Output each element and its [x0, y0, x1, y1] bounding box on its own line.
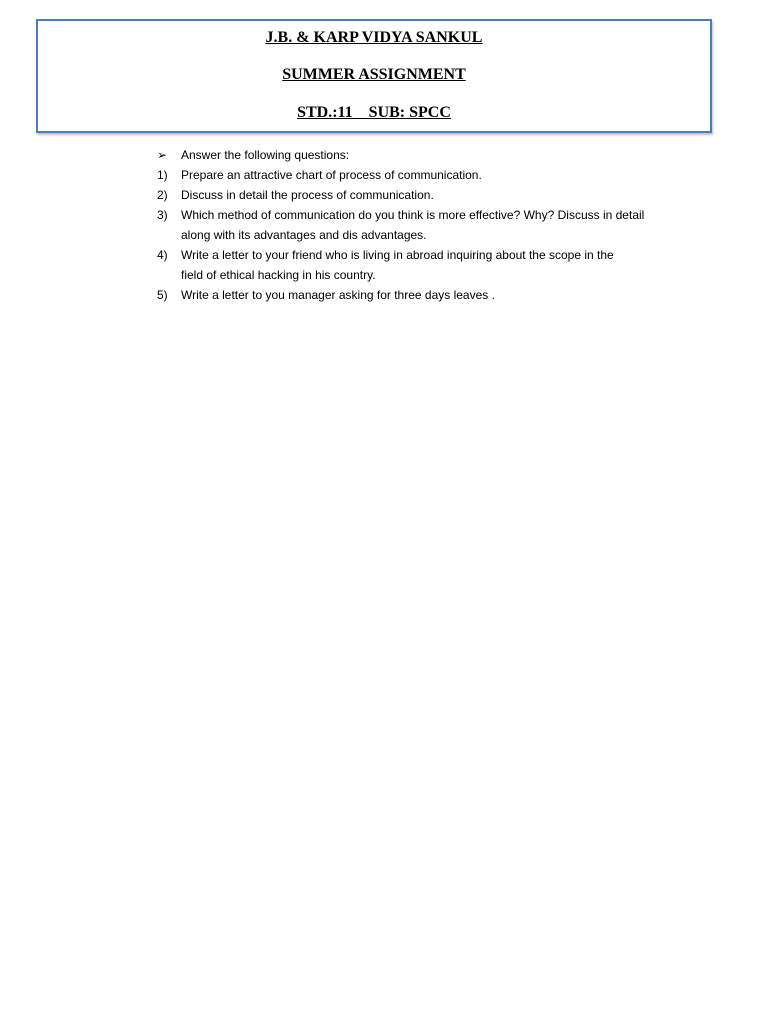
question-number: 4)	[157, 248, 168, 262]
question-item	[157, 285, 697, 305]
question-item	[157, 185, 697, 205]
intro-text: Answer the following questions:	[181, 148, 350, 162]
header-box	[36, 19, 712, 133]
intro-row	[157, 145, 697, 165]
question-line: Discuss in detail the process of communication.	[181, 188, 434, 202]
question-text	[181, 165, 697, 185]
question-line: field of ethical hacking in his country.	[181, 268, 376, 282]
standard-subject: STD.:11 SUB: SPCC	[297, 104, 451, 121]
assignment-title: SUMMER ASSIGNMENT	[282, 66, 466, 83]
question-number: 5)	[157, 288, 168, 302]
question-number: 1)	[157, 168, 168, 182]
question-text	[181, 245, 697, 285]
question-line: Prepare an attractive chart of process of communication.	[181, 168, 482, 182]
question-number: 2)	[157, 188, 168, 202]
question-text	[181, 205, 697, 245]
question-text	[181, 185, 697, 205]
question-line: Write a letter to your friend who is living in abroad inquiring about the scope in the	[181, 248, 614, 262]
question-item	[157, 245, 697, 285]
question-text	[181, 285, 697, 305]
question-item	[157, 205, 697, 245]
question-list	[157, 145, 697, 305]
question-item	[157, 165, 697, 185]
question-line: Which method of communication do you think is more effective? Why? Discuss in detail	[181, 208, 645, 222]
school-name: J.B. & KARP VIDYA SANKUL	[265, 29, 483, 46]
arrow-bullet-icon: ➢	[157, 148, 168, 162]
question-line: along with its advantages and dis advantages.	[181, 228, 427, 242]
question-line: Write a letter to you manager asking for three days leaves .	[181, 288, 495, 302]
question-number: 3)	[157, 208, 168, 222]
